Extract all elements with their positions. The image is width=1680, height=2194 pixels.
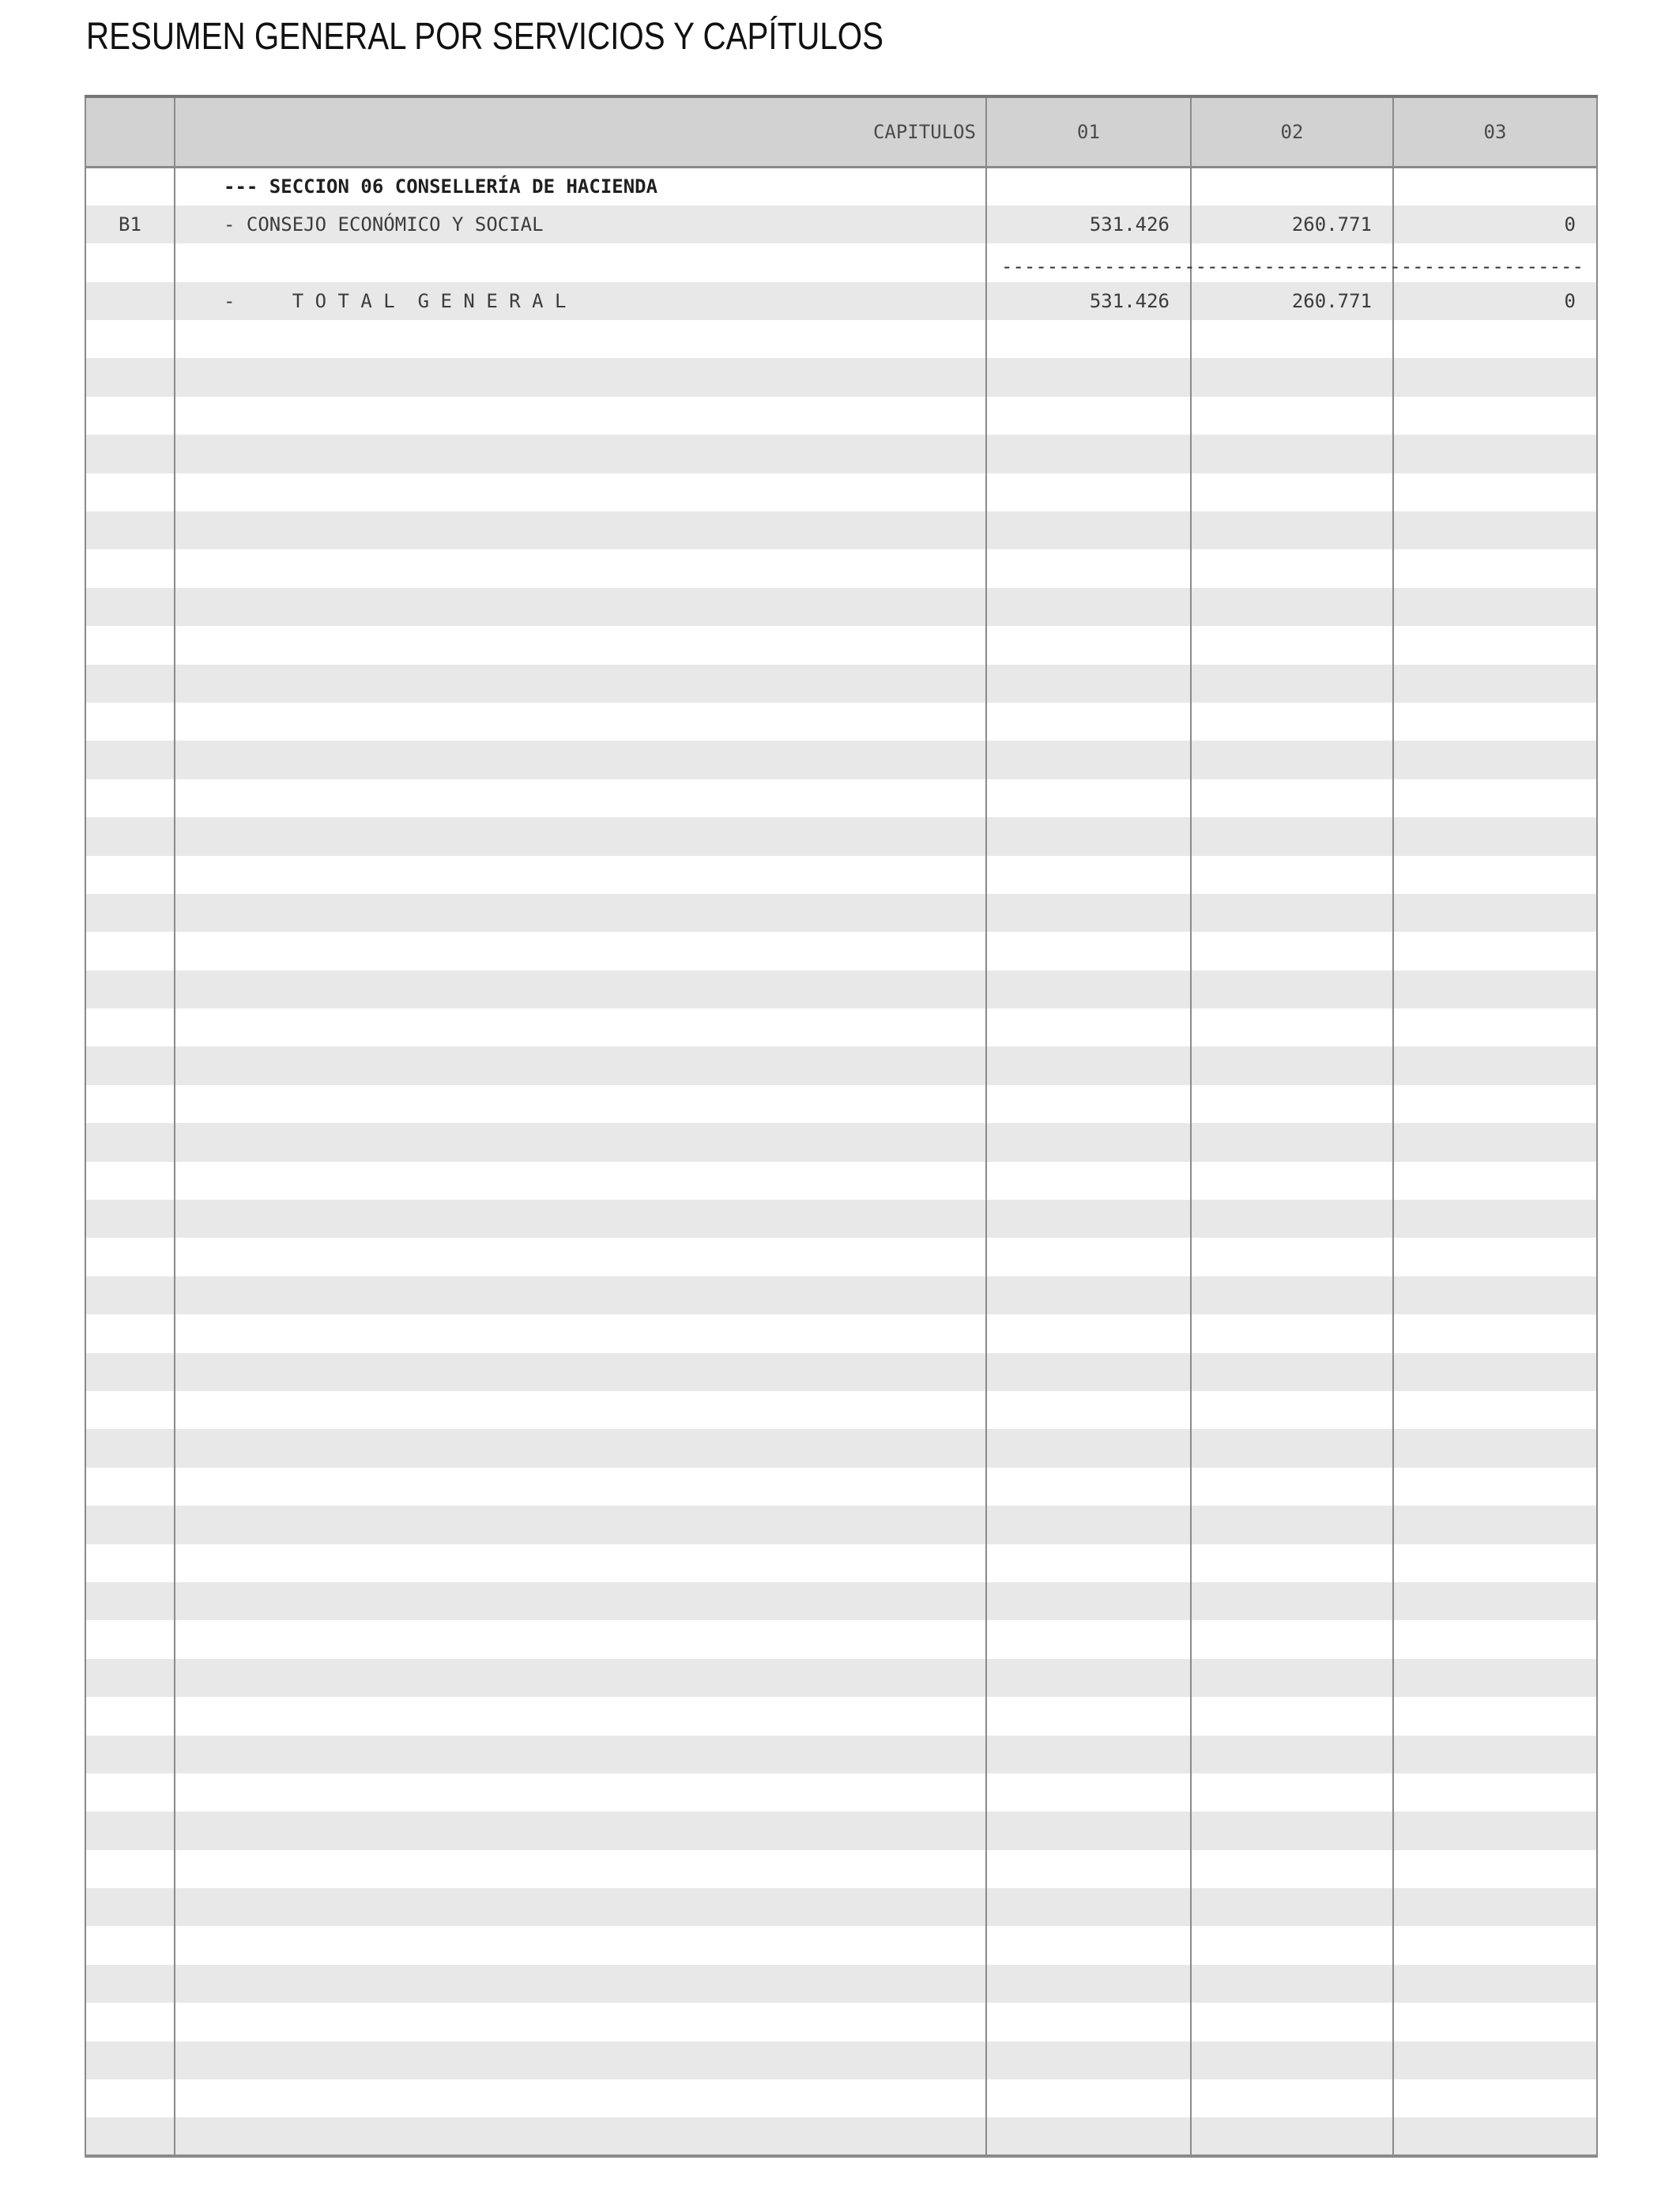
empty-row: [85, 1162, 1597, 1200]
total-row: [85, 282, 1597, 320]
empty-row: [85, 971, 1597, 1008]
empty-row: [85, 1238, 1597, 1276]
empty-row: [85, 1926, 1597, 1964]
row-value-03: 0: [1393, 205, 1597, 243]
empty-row: [85, 1008, 1597, 1046]
section-row: [85, 168, 1597, 205]
empty-row: [85, 817, 1597, 855]
dashed-separator: ---------------------------------------------------: [1001, 255, 1584, 277]
row-code: B1: [85, 205, 175, 243]
code-column-header: [85, 96, 175, 168]
total-row-label: - T O T A L G E N E R A L: [175, 282, 986, 320]
table-header-row: [85, 96, 1597, 168]
empty-row: [85, 1200, 1597, 1238]
empty-row: [85, 511, 1597, 549]
empty-row: [85, 2041, 1597, 2079]
empty-row: [85, 894, 1597, 932]
empty-row: [85, 1736, 1597, 1774]
chapter-col-03: 03: [1393, 96, 1597, 168]
empty-row: [85, 2117, 1597, 2155]
empty-row: [85, 1314, 1597, 1352]
table-row-b1: [85, 205, 1597, 243]
page-title: RESUMEN GENERAL POR SERVICIOS Y CAPÍTULOS: [86, 16, 884, 58]
empty-row: [85, 358, 1597, 396]
empty-row: [85, 1353, 1597, 1391]
row-label: - CONSEJO ECONÓMICO Y SOCIAL: [175, 205, 986, 243]
empty-row: [85, 1888, 1597, 1926]
empty-row: [85, 1811, 1597, 1849]
empty-row: [85, 397, 1597, 435]
empty-row: [85, 1276, 1597, 1314]
empty-row: [85, 1774, 1597, 1811]
empty-row: [85, 856, 1597, 894]
total-value-02: 260.771: [1191, 282, 1393, 320]
empty-row: [85, 549, 1597, 587]
empty-row: [85, 1429, 1597, 1467]
empty-row: [85, 1046, 1597, 1084]
empty-row: [85, 435, 1597, 473]
empty-row: [85, 1391, 1597, 1429]
chapter-col-01: 01: [986, 96, 1191, 168]
empty-row: [85, 1123, 1597, 1161]
empty-row: [85, 703, 1597, 741]
separator-row: [85, 243, 1597, 281]
empty-row: [85, 1085, 1597, 1123]
empty-row: [85, 320, 1597, 358]
empty-row: [85, 1620, 1597, 1658]
empty-row: [85, 1697, 1597, 1735]
empty-row: [85, 932, 1597, 970]
empty-row: [85, 1506, 1597, 1544]
section-row-label: --- SECCION 06 CONSELLERÍA DE HACIENDA: [175, 168, 986, 205]
summary-table: [85, 95, 1596, 2158]
empty-row: [85, 665, 1597, 703]
empty-row: [85, 473, 1597, 511]
empty-row: [85, 2079, 1597, 2117]
empty-row: [85, 588, 1597, 626]
empty-row: [85, 626, 1597, 664]
row-value-01: 531.426: [986, 205, 1191, 243]
empty-row: [85, 1468, 1597, 1506]
empty-row: [85, 1965, 1597, 2003]
total-value-03: 0: [1393, 282, 1597, 320]
resumen-table: [85, 95, 1598, 2158]
chapter-col-02: 02: [1191, 96, 1393, 168]
empty-row: [85, 1850, 1597, 1888]
empty-row: [85, 1544, 1597, 1582]
row-value-02: 260.771: [1191, 205, 1393, 243]
empty-row: [85, 1582, 1597, 1620]
empty-row: [85, 2003, 1597, 2041]
empty-row: [85, 741, 1597, 778]
empty-row: [85, 779, 1597, 817]
capitulos-header: CAPITULOS: [175, 96, 986, 168]
total-value-01: 531.426: [986, 282, 1191, 320]
empty-row: [85, 1659, 1597, 1697]
